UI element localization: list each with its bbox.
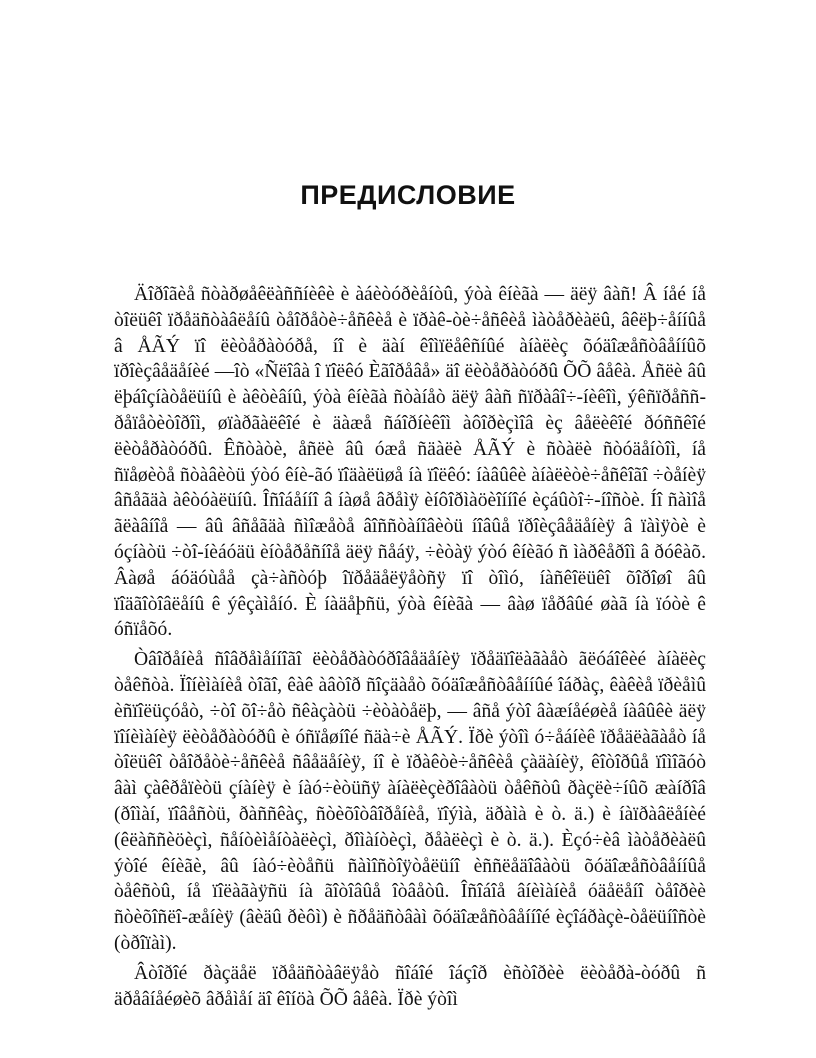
page-title: ПРЕДИСЛОВИЕ bbox=[300, 180, 516, 210]
body-text bbox=[114, 282, 706, 1012]
paragraph-2: Òâîðåíèå ñîâðåìåííîãî ëèòåðàòóðîâåäåíèÿ ïðåäïîëàãàåò ãëóáîêèé àíàëèç òåêñòà. Ïîíèìàíèå òîãî, êàê àâòîð ñîçäàåò õóäîæåñòâåííûé îáðàç, êàêèå ïðèåìû èñïîëüçóåò, ÷òî õî÷åò ñêàçàòü ÷èòàòåëþ, — âñå ýòî âàæíåéøèå íàâûêè äëÿ ïîíèìàíèÿ ëèòåðàòóðû è óñïåøíîé ñäà÷è ÅÃÝ. Ïðè ýòîì ó÷åáíèê ïðåäëàãàåò íå òîëüêî òåîðåòè÷åñêèå ñâåäåíèÿ, íî è ïðàêòè÷åñêèå çàäàíèÿ, êîòîðûå ïîìîãóò âàì çàêðåïèòü çíàíèÿ è íàó÷èòüñÿ àíàëèçèðîâàòü òåêñòû ðàçëè÷íûõ æàíðîâ (ðîìàí, ïîâåñòü, ðàññêàç, ñòèõîòâîðåíèå, ïîýìà, äðàìà è ò. ä.) è íàïðàâëåíèé (êëàññèöèçì, ñåíòèìåíòàëèçì, ðîìàíòèçì, ðåàëèçì è ò. ä.). Èçó÷èâ ìàòåðèàëû ýòîé êíèãè, âû íàó÷èòåñü ñàìîñòîÿòåëüíî èññëåäîâàòü õóäîæåñòâåííûå òåêñòû, íå ïîëàãàÿñü íà ãîòîâûå îòâåòû. Îñîáîå âíèìàíèå óäåëåíî òåîðèè ñòèõîñëî-æåíèÿ (âèäû ðèôì) è ñðåäñòâàì õóäîæåñòâåííîé èçîáðàçè-òåëüíîñòè (òðîïàì). bbox=[114, 649, 706, 954]
paragraph-1: Äîðîãèå ñòàðøåêëàññíèêè è àáèòóðèåíòû, ýòà êíèãà — äëÿ âàñ! Â íåé íå òîëüêî ïðåäñòàâëåíû òåîðåòè÷åñêèå è ïðàê-òè÷åñêèå ìàòåðèàëû, âêëþ÷åííûå â ÅÃÝ ïî ëèòåðàòóðå, íî è äàí êîìïëåêñíûé àíàëèç õóäîæåñòâåííûõ ïðîèçâåäåíèé —îò «Ñëîâà î ïîëêó Èãîðåâå» äî ëèòåðàòóðû ÕÕ âåêà. Åñëè âû ëþáîçíàòåëüíû è àêòèâíû, ýòà êíèãà ñòàíåò äëÿ âàñ ñïðàâî÷-íèêîì, ýêñïðåññ-ðåïåòèòîðîì, øïàðãàëêîé è äàæå ñáîðíèêîì àôîðèçìîâ èç âåëèêîé ðóññêîé ëèòåðàòóðû. Êñòàòè, åñëè âû óæå ñäàëè ÅÃÝ è ñòàëè ñòóäåíòîì, íå ñïåøèòå ñòàâèòü ýòó êíè-ãó ïîäàëüøå íà ïîëêó: íàâûêè àíàëèòè÷åñêîãî ÷òåíèÿ âñåãäà àêòóàëüíû. Îñîáåííî â íàøå âðåìÿ èíôîðìàöèîííîé èçáûòî÷-íîñòè. Íî ñàìîå ãëàâíîå — âû âñåãäà ñìîæåòå âîññòàíîâèòü íîâûå ïðîèçâåäåíèÿ â ïàìÿòè è óçíàòü ÷òî-íèáóäü èíòåðåñíîå äëÿ ñåáÿ, ÷èòàÿ ýòó êíèãó ñ ìàðêåðîì â ðóêàõ. Âàøå áóäóùåå çà÷àñòóþ îïðåäåëÿåòñÿ ïî òîìó, íàñêîëüêî õîðîøî âû ïîäãîòîâëåíû ê ýêçàìåíó. È íàäåþñü, ýòà êíèãà — âàø ïåðâûé øàã íà ïóòè ê óñïåõó. bbox=[114, 284, 706, 641]
paragraph-3: Âòîðîé ðàçäåë ïðåäñòàâëÿåò ñîáîé îáçîð èñòîðèè ëèòåðà-òóðû ñ äðåâíåéøèõ âðåìåí äî êîíöà ÕÕ âåêà. Ïðè ýòîì bbox=[114, 962, 706, 1010]
